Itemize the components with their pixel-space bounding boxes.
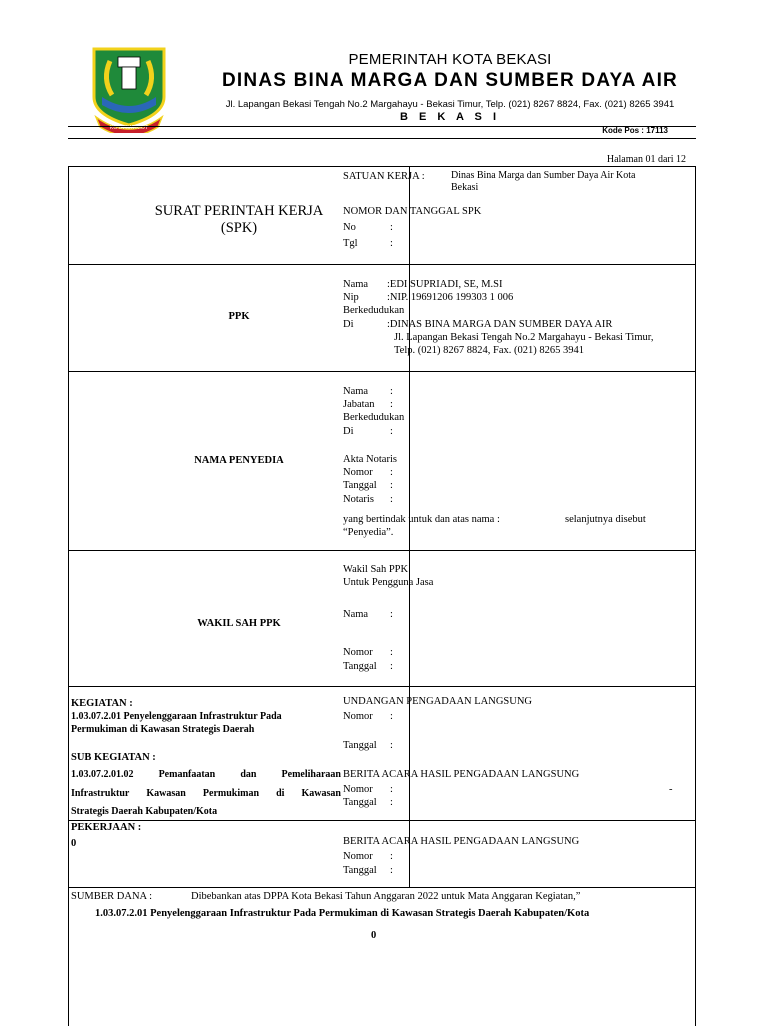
colon: : [390,797,393,808]
undangan-tanggal: Tanggal [343,740,377,751]
berita-nomor: Nomor [343,784,373,795]
colon: : [390,480,393,491]
undangan-nomor: Nomor [343,711,373,722]
ppk-label: PPK [228,311,250,322]
sub-kegiatan-word: Permukiman [202,788,260,799]
satuan-kerja-label: SATUAN KERJA : [343,171,425,182]
colon: : [390,865,393,876]
pekerjaan-value: 0 [71,838,77,849]
page-number: Halaman 01 dari 12 [606,154,686,165]
postal-code: Kode Pos : 17113 [602,126,668,135]
sub-kegiatan-word: Kawasan [146,788,186,799]
sub-kegiatan-label: SUB KEGIATAN : [71,752,156,763]
row-divider [69,550,695,551]
sub-kegiatan-word: di [276,788,285,799]
colon: : [390,494,393,505]
penyedia-jabatan: Jabatan [343,399,375,410]
ppk-di-value: :DINAS BINA MARGA DAN SUMBER DAYA AIR [387,319,613,330]
colon: : [390,467,393,478]
kegiatan-label: KEGIATAN : [71,698,133,709]
sub-kegiatan-line3: Strategis Daerah Kabupaten/Kota [71,806,218,817]
satuan-kerja-value-2: Bekasi [451,182,479,193]
penyedia-akta: Akta Notaris [343,454,397,465]
ppk-phone: Telp. (021) 8267 8824, Fax. (021) 8265 3941 [394,345,584,356]
penyedia-label: NAMA PENYEDIA [194,455,284,466]
sumber-dana-kegiatan: 1.03.07.2.01 Penyelenggaraan Infrastruktur Pada Permukiman di Kawasan Strategis Daerah Kabupaten/Kota [95,908,590,919]
berita-dash: - [669,784,673,795]
colon: : [390,647,393,658]
sub-kegiatan-word: Kawasan [301,788,341,799]
sub-kegiatan-line1 [71,768,341,781]
pekerjaan-label: PEKERJAAN : [71,822,142,833]
colon: : [390,784,393,795]
penyedia-nomor: Nomor [343,467,373,478]
colon: : [390,740,393,751]
row-divider [69,887,695,888]
wakil-nomor: Nomor [343,647,373,658]
pekerjaan-nomor: Nomor [343,851,373,862]
tgl-colon: : [390,238,393,249]
header-city: B E K A S I [399,111,501,123]
wakil-line2: Untuk Pengguna Jasa [343,577,434,588]
berita-acara-label: BERITA ACARA HASIL PENGADAAN LANGSUNG [343,769,580,780]
wakil-tanggal: Tanggal [343,661,377,672]
sub-kegiatan-line2 [71,787,341,800]
nomor-tanggal-label: NOMOR DAN TANGGAL SPK [343,206,482,217]
kegiatan-value-2: Permukiman di Kawasan Strategis Daerah [71,724,255,735]
logo-text: KOTA PATRIOT [109,125,149,131]
ppk-nip-value: :NIP. 19691206 199303 1 006 [387,292,514,303]
sub-kegiatan-code: 1.03.07.2.01.02 [71,769,134,780]
colon: : [390,851,393,862]
sub-kegiatan-word: Pemanfaatan [158,769,216,780]
penyedia-disebut: “Penyedia”. [343,527,394,538]
ppk-nama-label: Nama [343,279,369,290]
spk-form-table [68,166,696,1026]
colon: : [390,609,393,620]
penyedia-tanggal: Tanggal [343,480,377,491]
kota-bekasi-logo [88,45,170,133]
pekerjaan-tanggal: Tanggal [343,865,377,876]
penyedia-notaris: Notaris [343,494,374,505]
ppk-nip-label: Nip [343,292,359,303]
colon: : [390,386,393,397]
row-divider [69,371,695,372]
ppk-nama-value: :EDI SUPRIADI, SE, M.SI [387,279,503,290]
colon: : [390,426,393,437]
row-divider [69,686,695,687]
penyedia-di: Di [343,426,354,437]
penyedia-selanjutnya: selanjutnya disebut [565,514,646,525]
wakil-nama: Nama [343,609,369,620]
penyedia-nama: Nama [343,386,369,397]
satuan-kerja-value: Dinas Bina Marga dan Sumber Daya Air Kota [451,170,636,181]
ppk-address: Jl. Lapangan Bekasi Tengah No.2 Margahayu - Bekasi Timur, [394,332,654,343]
ppk-di-label: Di [343,319,354,330]
header-address: Jl. Lapangan Bekasi Tengah No.2 Margahayu - Bekasi Timur, Telp. (021) 8267 8824, Fax. (021) 8265 3941 [225,99,675,110]
no-label: No [343,222,356,233]
tgl-label: Tgl [343,238,358,249]
sub-kegiatan-word: dan [240,769,257,780]
wakil-line1: Wakil Sah PPK [343,564,409,575]
undangan-label: UNDANGAN PENGADAAN LANGSUNG [343,696,532,707]
spk-title: SURAT PERINTAH KERJA [154,203,324,219]
kegiatan-value: 1.03.07.2.01 Penyelenggaraan Infrastruktur Pada [71,711,282,722]
penyedia-berkedudukan: Berkedudukan [343,412,405,423]
wakil-label: WAKIL SAH PPK [197,618,281,629]
sub-kegiatan-word: Pemeliharaan [281,769,341,780]
sumber-dana-zero: 0 [371,930,377,941]
penyedia-bertindak: yang bertindak untuk dan atas nama : [343,514,500,525]
sub-kegiatan-word: Infrastruktur [71,788,130,799]
berita-tanggal: Tanggal [343,797,377,808]
no-colon: : [390,222,393,233]
row-divider [69,820,695,821]
header-government: PEMERINTAH KOTA BEKASI [348,51,552,68]
sumber-dana-label: SUMBER DANA : [71,891,153,902]
sumber-dana-text: Dibebankan atas DPPA Kota Bekasi Tahun Anggaran 2022 untuk Mata Anggaran Kegiatan,” [191,891,581,902]
header-divider-2 [68,138,696,139]
colon: : [390,399,393,410]
colon: : [390,711,393,722]
colon: : [390,661,393,672]
ppk-berkedudukan: Berkedudukan [343,305,405,316]
header-agency: DINAS BINA MARGA DAN SUMBER DAYA AIR [222,70,678,91]
row-divider [69,264,695,265]
spk-subtitle: (SPK) [220,220,258,236]
pekerjaan-berita: BERITA ACARA HASIL PENGADAAN LANGSUNG [343,836,580,847]
